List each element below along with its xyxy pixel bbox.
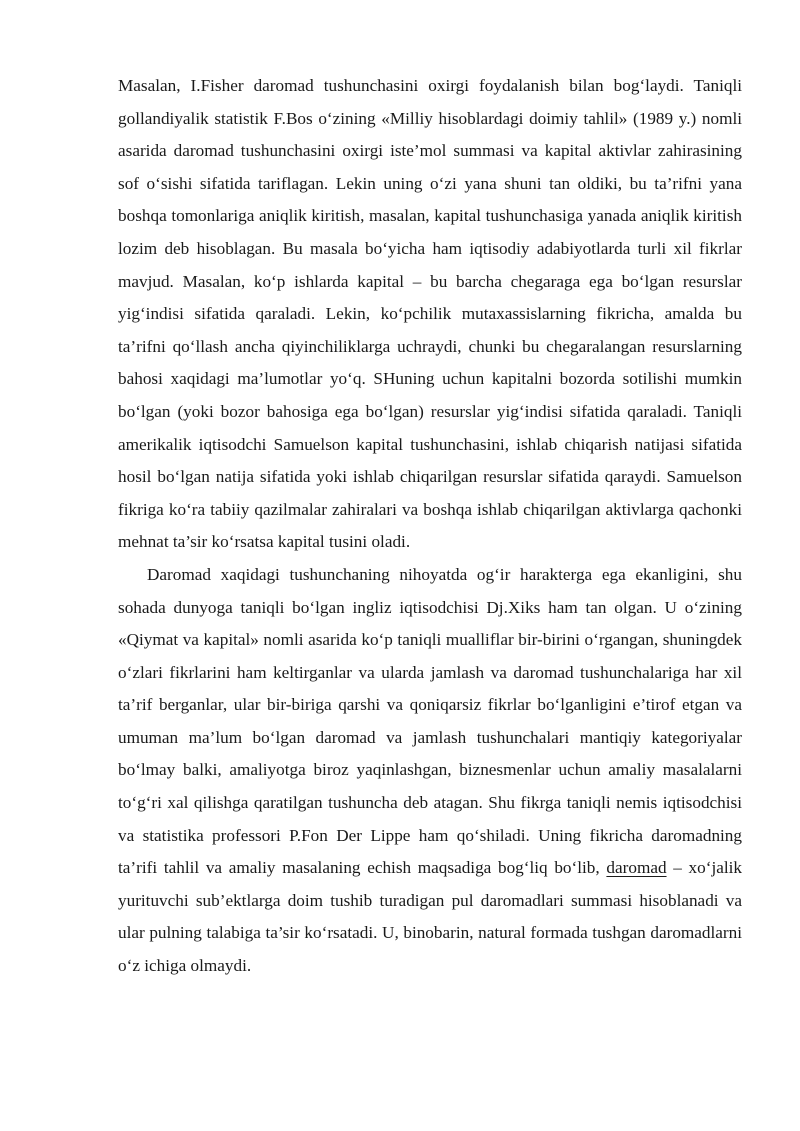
paragraph-2-text-start: Daromad xaqidagi tushunchaning nihoyatda og‘ir harakterga ega ekanligini, shu sohada dunyoga taniqli bo‘lgan ingliz iqtisodchisi Dj.Xiks ham tan olgan. U o‘zining «Qiymat va kapital» nomli asarida ko‘p taniqli mualliflar bir-birini o‘rgangan, shuningdek o‘zlari fikrlarini ham keltirganlar va ularda jamlash va daromad tushunchalariga har xil ta’rif berganlar, ular bir-biriga qarshi va qoniqarsiz fikrlar bo‘lganligini e’tirof etgan va umuman ma’lum bo‘lgan daromad va jamlash tushunchalari mantiqiy kategoriyalar bo‘lmay balki, amaliyotga biroz yaqinlashgan, biznesmenlar uchun amaliy masalalarni to‘g‘ri xal qilishga qaratilgan tushuncha deb atagan. Shu fikrga taniqli nemis iqtisodchisi va statistika professori P.Fon Der Lippe ham qo‘shiladi. Uning fikricha daromadning ta’rifi tahlil va amaliy masalaning echish maqsadiga bog‘liq bo‘lib, — [118, 564, 742, 878]
paragraph-2 — [118, 559, 742, 983]
paragraph-1: Masalan, I.Fisher daromad tushunchasini oxirgi foydalanish bilan bog‘laydi. Taniqli gollandiyalik statistik F.Bos o‘zining «Milliy hisoblardagi doimiy tahlil» (1989 y.) nomli asarida daromad tushunchasini oxirgi iste’mol summasi va kapital aktivlar zahirasining sof o‘sishi sifatida tariflagan. Lekin uning o‘zi yana shuni tan oldiki, bu ta’rifni yana boshqa tomonlariga aniqlik kiritish, masalan, kapital tushunchasiga yanada aniqlik kiritish lozim deb hisoblagan. Bu masala bo‘yicha ham iqtisodiy adabiyotlarda turli xil fikrlar mavjud. Masalan, ko‘p ishlarda kapital – bu barcha chegaraga ega bo‘lgan resurslar yig‘indisi sifatida qaraladi. Lekin, ko‘pchilik mutaxassislarning fikricha, amalda bu ta’rifni qo‘llash ancha qiyinchiliklarga uchraydi, chunki bu chegaralangan resurslarning bahosi xaqidagi ma’lumotlar yo‘q. SHuning uchun kapitalni bozorda sotilishi mumkin bo‘lgan (yoki bozor bahosiga ega bo‘lgan) resurslar yig‘indisi sifatida qaraladi. Taniqli amerikalik iqtisodchi Samuelson kapital tushunchasini, ishlab chiqarish natijasi sifatida hosil bo‘lgan natija sifatida yoki ishlab chiqarilgan resurslar sifatida qaraydi. Samuelson fikriga ko‘ra tabiiy qazilmalar zahiralari va boshqa ishlab chiqarilgan aktivlarga qachonki mehnat ta’sir ko‘rsatsa kapital tusini oladi. — [118, 76, 742, 552]
document-page — [118, 70, 742, 983]
daromad-link[interactable]: daromad — [606, 858, 667, 878]
paragraph-2-text-end: – xo‘jalik yurituvchi sub’ektlarga doim tushib turadigan pul daromadlari summasi hisoblanadi va ular pulning talabiga ta’sir ko‘rsatadi. U, binobarin, natural formada tushgan daromadlarni o‘z ichiga olmaydi. — [118, 858, 742, 976]
